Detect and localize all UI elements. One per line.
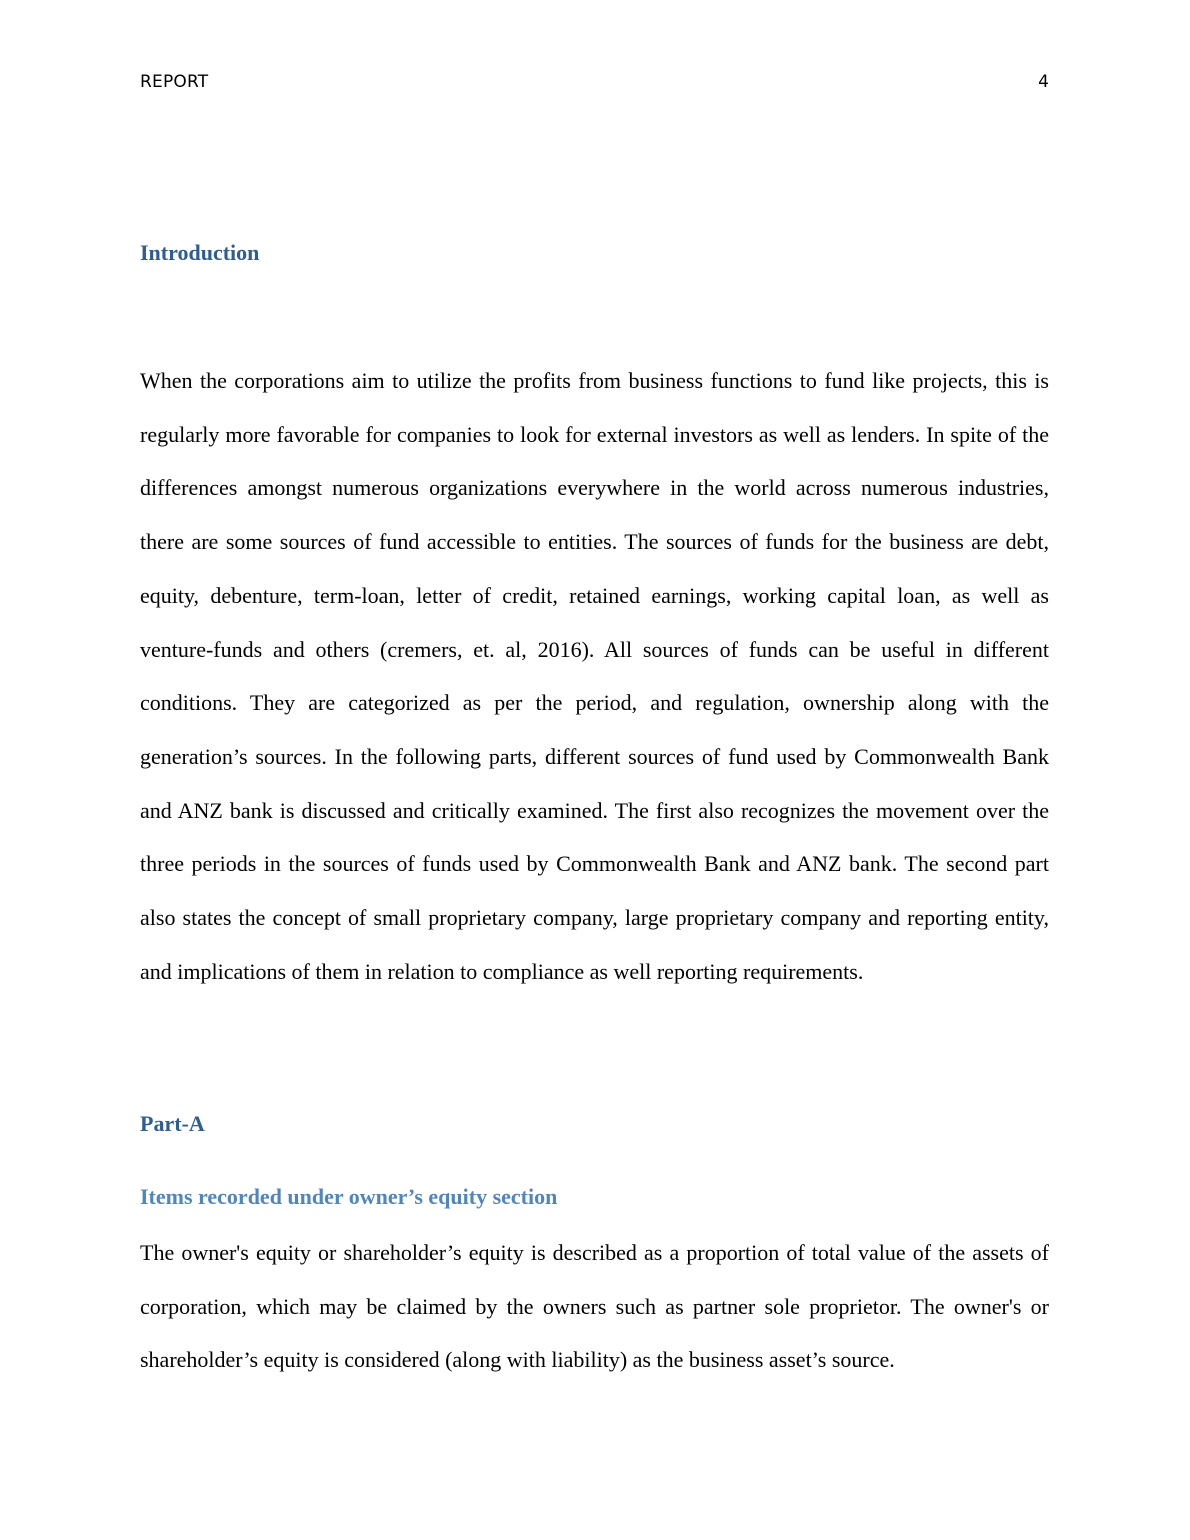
running-header-title: REPORT	[140, 72, 209, 92]
owners-equity-paragraph: The owner's equity or shareholder’s equity is described as a proportion of total value of the assets of corporation, which may be claimed by the owners such as partner sole proprietor. The owner's or shareholder’s equity is considered (along with liability) as the business asset’s source.	[140, 1240, 1049, 1373]
page-number: 4	[1038, 72, 1049, 92]
introduction-paragraph: When the corporations aim to utilize the profits from business functions to fund like projects, this is regularly more favorable for companies to look for external investors as well as lenders. In spite of the differences amongst numerous organizations everywhere in the world across numerous industries, there are some sources of fund accessible to entities. The sources of funds for the business are debt, equity, debenture, term-loan, letter of credit, retained earnings, working capital loan, as well as venture-funds and others (cremers, et. al, 2016). All sources of funds can be useful in different conditions. They are categorized as per the period, and regulation, ownership along with the generation’s sources. In the following parts, different sources of fund used by Commonwealth Bank and ANZ bank is discussed and critically examined. The first also recognizes the movement over the three periods in the sources of funds used by Commonwealth Bank and ANZ bank. The second part also states the concept of small proprietary company, large proprietary company and reporting entity, and implications of them in relation to compliance as well reporting requirements.	[140, 368, 1049, 984]
part-a-heading: Part-A	[140, 1111, 205, 1136]
owners-equity-subheading: Items recorded under owner’s equity section	[140, 1184, 558, 1209]
introduction-heading: Introduction	[140, 240, 260, 265]
